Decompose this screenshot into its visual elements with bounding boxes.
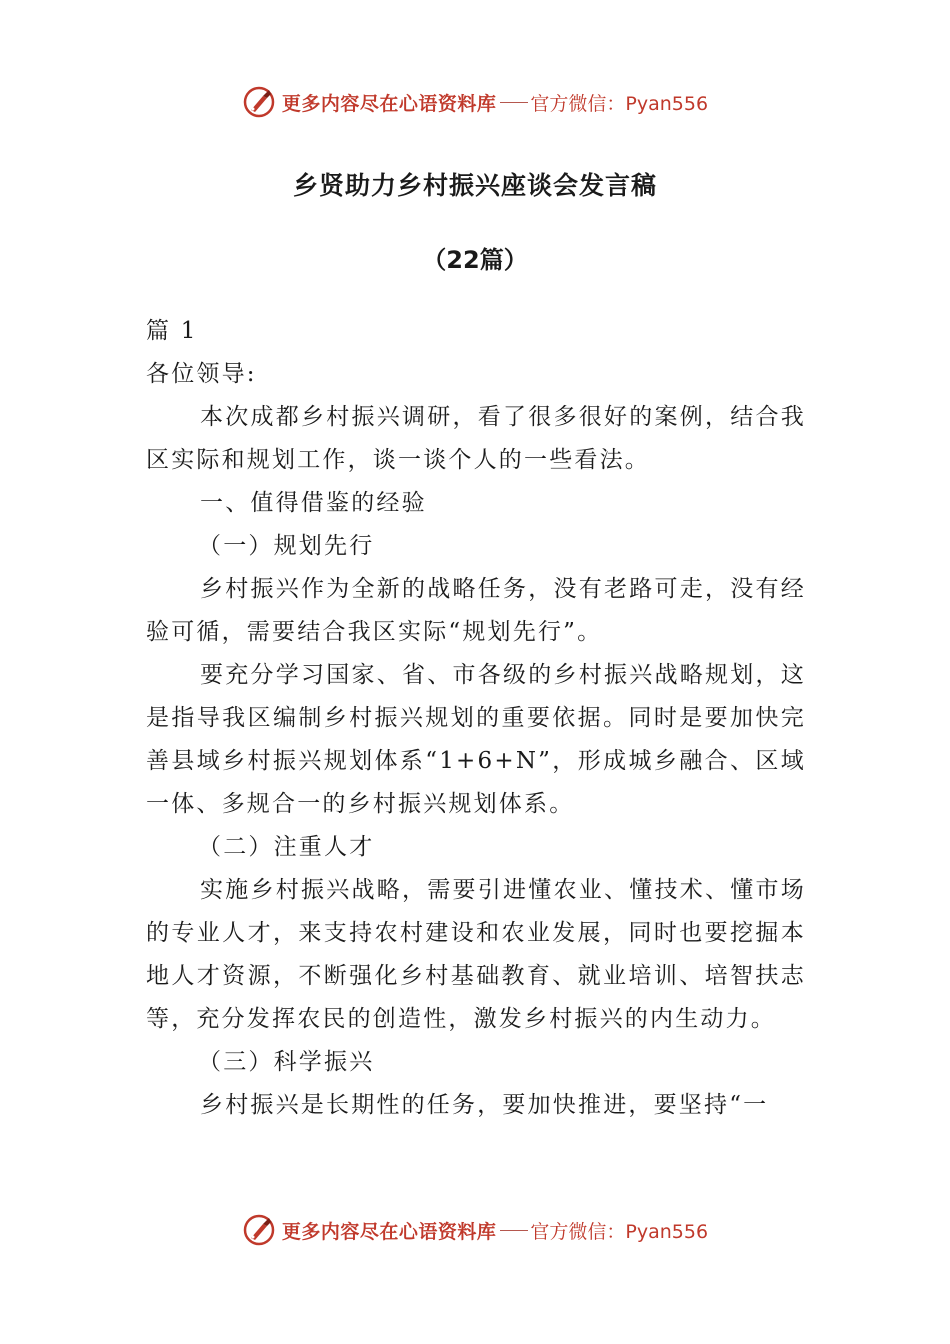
watermark-suffix: 官方微信：Pyan556	[530, 92, 709, 115]
section-label: 篇 1	[146, 318, 198, 344]
watermark-divider	[500, 102, 528, 103]
document-title: 乡贤助力乡村振兴座谈会发言稿	[292, 171, 657, 200]
paragraph-planning-2: 要充分学习国家、省、市各级的乡村振兴战略规划，这是指导我区编制乡村振兴规划的重要依据。同时是要加快完善县域乡村振兴规划体系“1+6+N”，形成城乡融合、区域一体、多规合一的乡村振兴规划体系。	[146, 662, 806, 817]
watermark-text: 更多内容尽在心语资料库	[281, 92, 497, 115]
document-body	[146, 310, 806, 1127]
pen-nib-logo-icon	[242, 1213, 276, 1247]
pen-nib-logo-icon	[242, 85, 276, 119]
watermark-divider	[500, 1230, 528, 1231]
watermark-suffix: 官方微信：Pyan556	[530, 1220, 709, 1243]
paragraph-planning-1: 乡村振兴作为全新的战略任务，没有老路可走，没有经验可循，需要结合我区实际“规划先行”。	[146, 576, 806, 645]
document-subtitle: （22篇）	[422, 246, 528, 274]
intro-paragraph: 本次成都乡村振兴调研，看了很多很好的案例，结合我区实际和规划工作，谈一谈个人的一些看法。	[146, 404, 806, 473]
heading-experience: 一、值得借鉴的经验	[200, 490, 427, 516]
subheading-talent: （二）注重人才	[198, 834, 375, 860]
watermark-text: 更多内容尽在心语资料库	[281, 1220, 497, 1243]
paragraph-science: 乡村振兴是长期性的任务，要加快推进，要坚持“一	[200, 1092, 769, 1118]
paragraph-talent: 实施乡村振兴战略，需要引进懂农业、懂技术、懂市场的专业人才，来支持农村建设和农业发展，同时也要挖掘本地人才资源，不断强化乡村基础教育、就业培训、培智扶志等，充分发挥农民的创造性，激发乡村振兴的内生动力。	[146, 877, 806, 1032]
subheading-planning: （一）规划先行	[198, 533, 375, 559]
subheading-science: （三）科学振兴	[198, 1049, 375, 1075]
watermark-banner-bottom	[0, 1208, 950, 1252]
salutation: 各位领导:	[146, 361, 257, 387]
watermark-banner-top	[0, 80, 950, 124]
